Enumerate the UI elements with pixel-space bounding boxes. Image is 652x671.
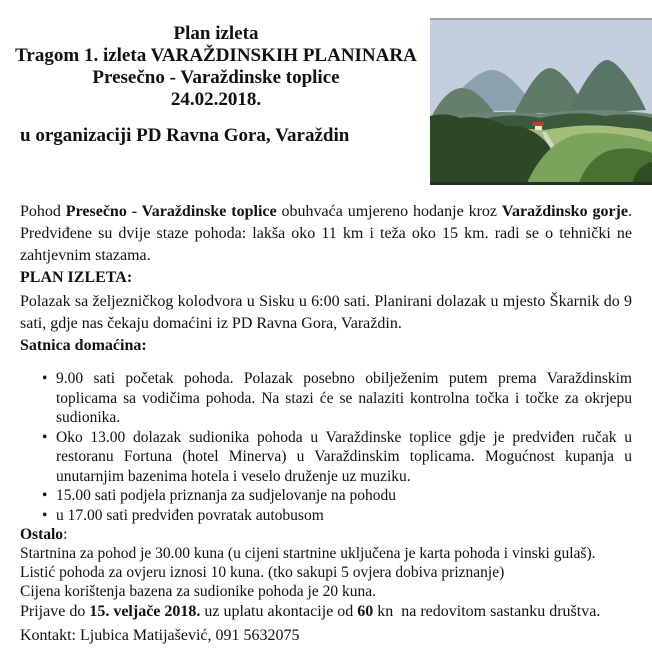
schedule-item-text: 15.00 sati podjela priznanja za sudjelovanje na pohodu bbox=[56, 487, 397, 504]
photo-house-roof bbox=[533, 122, 544, 126]
other-section bbox=[20, 525, 632, 601]
other-heading: Ostalo: bbox=[20, 526, 68, 543]
schedule-list bbox=[20, 369, 632, 525]
organizer-line: u organizaciji PD Ravna Gora, Varaždin bbox=[20, 125, 350, 146]
schedule-item bbox=[20, 369, 632, 428]
bullet-icon: • bbox=[42, 506, 48, 524]
bullet-icon: • bbox=[42, 428, 48, 446]
fee-line: Startnina za pohod je 30.00 kuna (u cijeni startnine uključena je karta pohoda i vinski gulaš). bbox=[20, 545, 596, 562]
title-line-4: 24.02.2018. bbox=[170, 89, 262, 110]
title-line-2: Tragom 1. izleta VARAŽDINSKIH PLANINARA bbox=[15, 45, 417, 66]
schedule-item bbox=[20, 486, 632, 506]
schedule-item-text: 9.00 sati početak pohoda. Polazak posebno obilježenim putem prema Varaždinskim toplicama sa vodičima pohoda. Na stazi će se nalaziti kontrolna točka i točke za okrjepu sudionika. bbox=[56, 370, 632, 426]
stamp-card-line: Listić pohoda za ovjeru iznosi 10 kuna. (tko sakupi 5 ovjera dobiva priznanje) bbox=[20, 564, 505, 581]
photo-top-edge bbox=[430, 18, 652, 20]
intro-paragraph: Pohod Presečno - Varaždinske toplice obuhvaća umjereno hodanje kroz Varaždinsko gorje. Predviđene su dvije staze pohoda: lakša oko 11 km i teža oko 15 km. radi se o tehnički ne zahtjevnim stazama. bbox=[20, 203, 632, 264]
schedule-item bbox=[20, 506, 632, 526]
signup-line: Prijave do 15. veljače 2018. uz uplatu akontacije od 60 kn na redovitom sastanku društva. bbox=[20, 603, 601, 620]
photo-house-wall bbox=[535, 126, 542, 130]
pool-price-line: Cijena korištenja bazena za sudionike pohoda je 20 kuna. bbox=[20, 583, 376, 600]
plan-heading: PLAN IZLETA: bbox=[20, 269, 133, 286]
schedule-item-text: Oko 13.00 dolazak sudionika pohoda u Varaždinske toplice gdje je predviđen ručak u restoranu Fortuna (hotel Minerva) u Varaždinskim toplicama. Mogućnost kupanja u unutarnjim bazenima hotela i veselo druženje uz muziku. bbox=[56, 428, 632, 485]
bullet-icon: • bbox=[42, 370, 48, 387]
contact-line: Kontakt: Ljubica Matijašević, 091 5632075 bbox=[20, 627, 300, 644]
schedule-heading: Satnica domaćina: bbox=[20, 337, 147, 354]
schedule-item-text: u 17.00 sati predviđen povratak autobusom bbox=[56, 506, 324, 524]
landscape-photo-svg bbox=[430, 18, 652, 185]
bullet-icon: • bbox=[42, 487, 48, 504]
photo-bottom-edge bbox=[430, 182, 652, 185]
plan-paragraph: Polazak sa željezničkog kolodvora u Sisku u 6:00 sati. Planirani dolazak u mjesto Škarnik do 9 sati, gdje nas čekaju domaćini iz PD Ravna Gora, Varaždin. bbox=[20, 293, 632, 332]
schedule-item bbox=[20, 428, 632, 487]
landscape-photo bbox=[430, 18, 652, 185]
document-body bbox=[0, 201, 652, 647]
title-line-3: Presečno - Varaždinske toplice bbox=[92, 67, 340, 88]
title-line-1: Plan izleta bbox=[173, 23, 259, 44]
document-title-block bbox=[0, 0, 432, 111]
